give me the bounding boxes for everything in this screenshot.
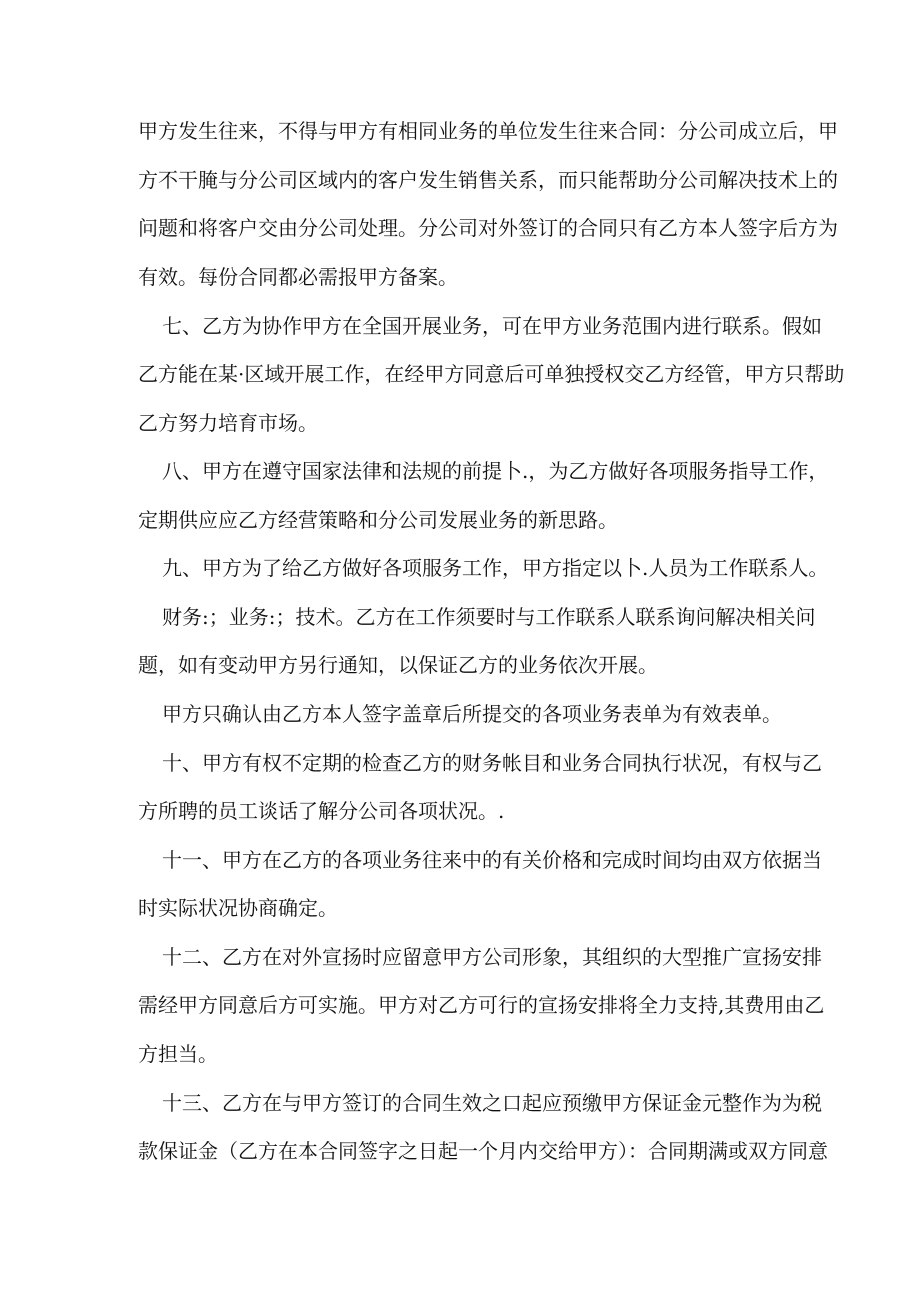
paragraph-line bbox=[0, 212, 920, 244]
paragraph-line bbox=[0, 601, 920, 633]
paragraph-line bbox=[0, 552, 920, 584]
line-text: 方担当。 bbox=[138, 1042, 218, 1066]
paragraph-line bbox=[0, 1087, 920, 1119]
paragraph-line bbox=[0, 941, 920, 973]
line-text: 方所聘的员工谈话了解分公司各项状况。. bbox=[138, 799, 505, 823]
paragraph-line bbox=[0, 164, 920, 196]
line-text: 问题和将客户交由分公司处理。分公司对外签订的合同只有乙方本人签字后方为 bbox=[138, 216, 838, 240]
paragraph-line bbox=[0, 310, 920, 342]
line-text: 乙方能在某·区域开展工作，在经甲方同意后可单独授权交乙方经管，甲方只帮助 bbox=[138, 362, 845, 386]
paragraph-line bbox=[0, 989, 920, 1021]
paragraph-line bbox=[0, 358, 920, 390]
paragraph-line bbox=[0, 844, 920, 876]
line-text: 十三、乙方在与甲方签订的合同生效之口起应预缴甲方保证金元整作为为税 bbox=[162, 1091, 822, 1115]
line-text: 九、甲方为了给乙方做好各项服务工作，甲方指定以卜.人员为工作联系人。 bbox=[162, 556, 829, 580]
paragraph-line bbox=[0, 1135, 920, 1167]
line-text: 七、乙方为协作甲方在全国开展业务，可在甲方业务范围内进行联系。假如 bbox=[162, 314, 822, 338]
line-text: 甲方发生往来，不得与甲方有相同业务的单位发生往来合同：分公司成立后，甲 bbox=[138, 119, 838, 143]
paragraph-line bbox=[0, 747, 920, 779]
line-text: 甲方只确认由乙方本人签字盖章后所提交的各项业务表单为有效表单。 bbox=[162, 702, 782, 726]
paragraph-line bbox=[0, 504, 920, 536]
paragraph-line bbox=[0, 795, 920, 827]
paragraph-line bbox=[0, 649, 920, 681]
line-text: 十一、甲方在乙方的各项业务往来中的有关价格和完成时间均由双方依据当 bbox=[162, 848, 822, 872]
line-text: 方不干腌与分公司区域内的客户发生销售关系，而只能帮助分公司解决技术上的 bbox=[138, 168, 838, 192]
line-text: 十二、乙方在对外宣扬时应留意甲方公司形象，其组织的大型推广宣扬安排 bbox=[162, 945, 822, 969]
paragraph-line bbox=[0, 698, 920, 730]
paragraph-line bbox=[0, 115, 920, 147]
paragraph-line bbox=[0, 407, 920, 439]
paragraph-line bbox=[0, 1038, 920, 1070]
line-text: 定期供应应乙方经营策略和分公司发展业务的新思路。 bbox=[138, 508, 618, 532]
line-text: 题，如有变动甲方另行通知，以保证乙方的业务依次开展。 bbox=[138, 653, 658, 677]
line-text: 时实际状况协商确定。 bbox=[138, 896, 338, 920]
line-text: 八、甲方在遵守国家法律和法规的前提卜.，为乙方做好各项服务指导工作， bbox=[162, 459, 829, 483]
line-text: 财务:；业务:；技术。乙方在工作须要时与工作联系人联系询问解决相关问 bbox=[162, 605, 816, 629]
line-text: 款保证金（乙方在本合同签字之日起一个月内交给甲方）：合同期满或双方同意 bbox=[138, 1139, 828, 1163]
line-text: 需经甲方同意后方可实施。甲方对乙方可行的宣扬安排将全力支持,其费用由乙 bbox=[138, 993, 825, 1017]
line-text: 十、甲方有权不定期的检查乙方的财务帐目和业务合同执行状况，有权与乙 bbox=[162, 751, 822, 775]
paragraph-line bbox=[0, 892, 920, 924]
paragraph-line bbox=[0, 261, 920, 293]
paragraph-line bbox=[0, 455, 920, 487]
line-text: 乙方努力培育市场。 bbox=[138, 411, 318, 435]
line-text: 有效。每份合同都必需报甲方备案。 bbox=[138, 265, 458, 289]
